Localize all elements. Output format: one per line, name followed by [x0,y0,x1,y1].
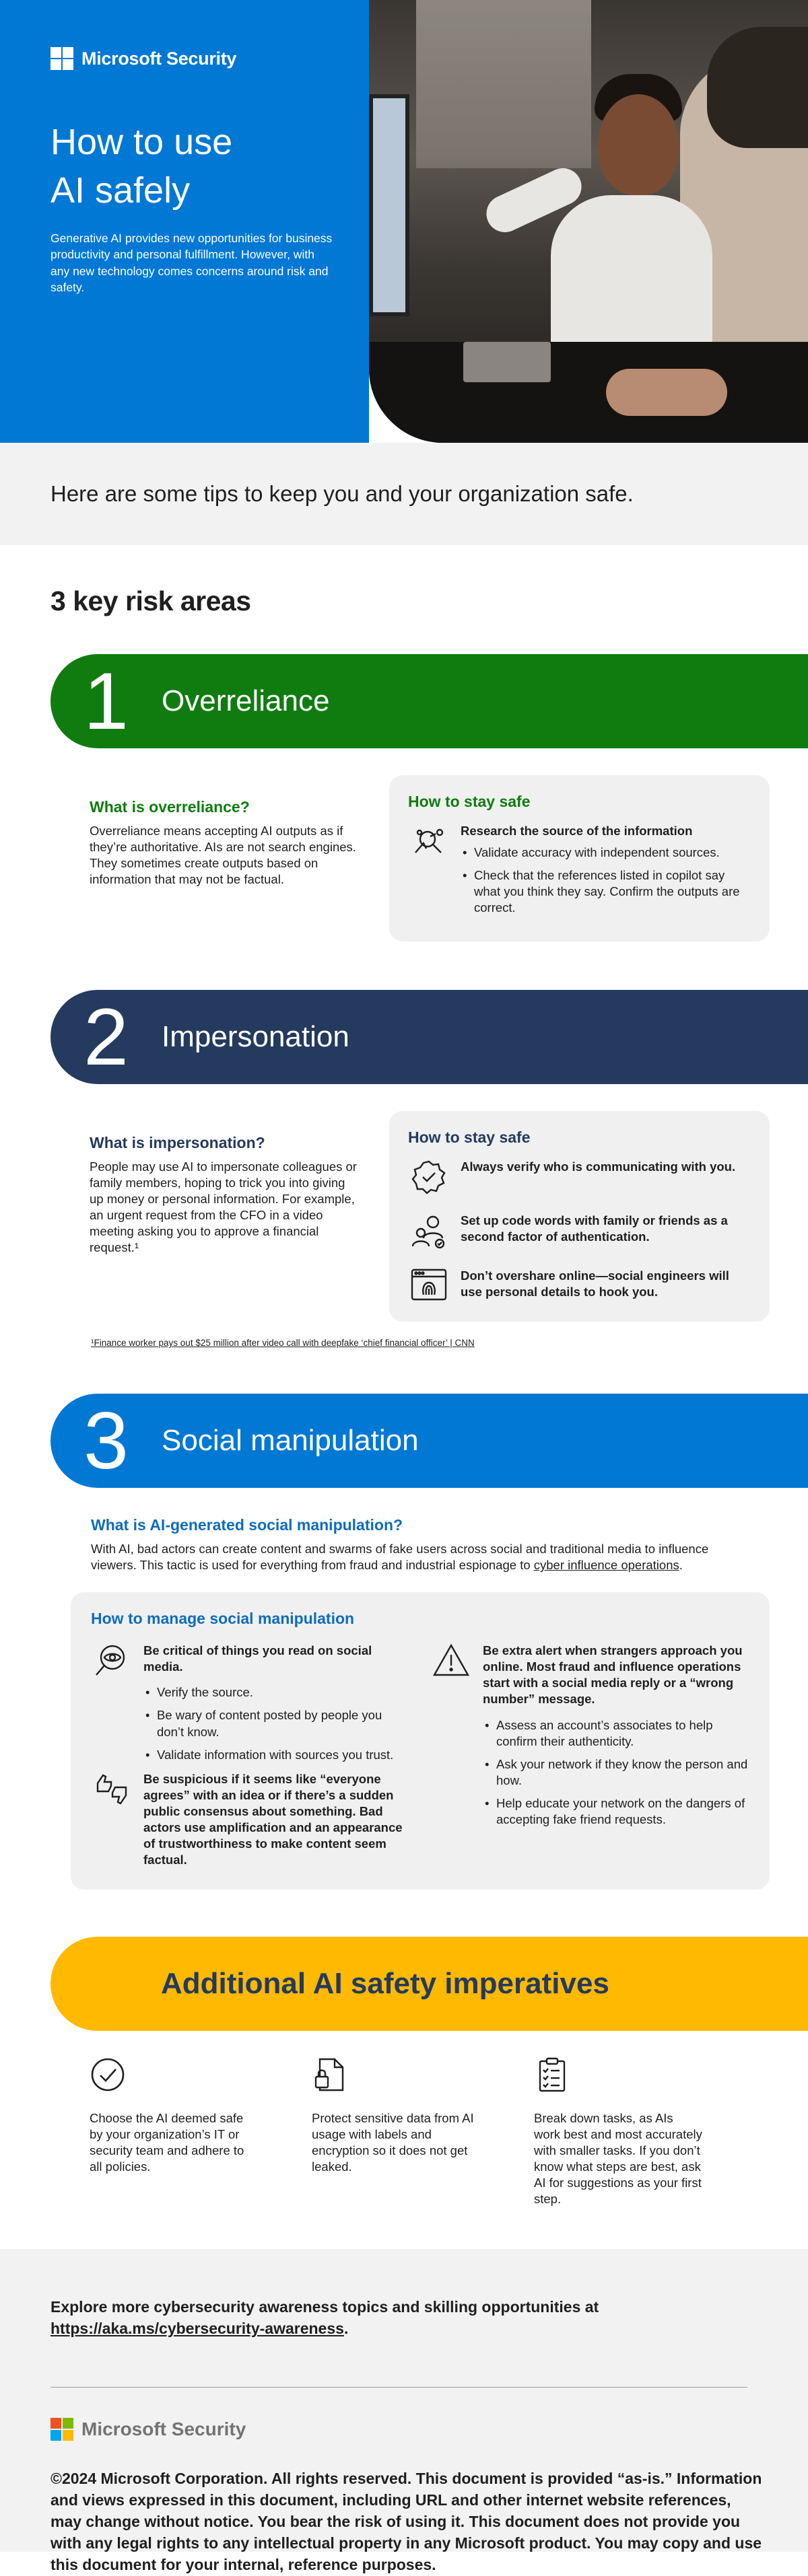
definition-heading: What is overreliance? [90,798,250,816]
tip-bullets [143,1684,410,1762]
tip-title: Be extra alert when strangers approach you online. Most fraud and influence operations start with a social media reply or a “wrong number” message. [483,1643,743,1707]
brand-name: Microsoft Security [81,48,237,69]
microsoft-logo-icon [50,47,73,70]
manage-columns [91,1639,749,1868]
footer-brand [50,2418,758,2441]
legal-text: ©2024 Microsoft Corporation. All rights reserved. This document is provided “as-is.” Information and views expressed in this document, including URL and other internet website references, may change without notice. You bear the risk of using it. This document does not provide you with any legal rights to any intellectual property in any Microsoft product. You may copy and use this document for your internal, reference purposes. [50,2469,762,2574]
tip-item [408,823,749,923]
tip-title: Be critical of things you read on social media. [143,1643,372,1674]
tip-item [91,1643,410,1769]
impersonation-definition [50,1111,362,1322]
tip-title: Research the source of the information [461,824,693,838]
eye-search-icon [91,1643,133,1679]
impersonation-band [50,990,808,1084]
definition-text-end: . [679,1558,683,1573]
social-manipulation-band [50,1394,808,1488]
hero [0,0,808,443]
definition-text [91,1541,758,1573]
bullet-item: • Ask your network if they know the person and how. [483,1756,749,1789]
stay-safe-heading: How to stay safe [408,793,531,810]
definition-text-part: With AI, bad actors can create content and swarms of fake users across social and traditional media to influence viewers. This tactic is used for everything from fraud and industrial espionage to [91,1542,709,1573]
microsoft-logo-icon [50,2418,73,2441]
overreliance-content [0,748,808,941]
tips-heading: Here are some tips to keep you and your organization safe. [50,481,634,506]
hero-photo [369,0,808,443]
imperative-item [312,2056,480,2207]
title-line-2: AI safely [50,170,191,211]
hero-panel [0,0,369,443]
section-title: Social manipulation [162,1424,419,1458]
bullet-item: • Help educate your network on the dangers of accepting fake friend requests. [483,1795,749,1828]
definition-text: Overreliance means accepting AI outputs as if they’re authoritative. AIs are not search engines. They sometimes create outputs based on information that may not be factual. [90,824,356,887]
definition-heading: What is AI-generated social manipulation? [91,1516,403,1534]
imperative-text: Break down tasks, as AIs work best and most accurately with smaller tasks. If you don’t know what steps are best, ask AI for suggestions as your first step. [534,2110,702,2207]
bullet-item: • Validate information with sources you trust. [143,1747,410,1763]
manage-column-left [91,1639,410,1868]
imperative-item [534,2056,702,2207]
bullet-item: • Assess an account’s associates to help confirm their authenticity. [483,1717,749,1750]
verified-badge-icon [408,1159,450,1195]
manage-column-right [430,1639,749,1868]
people-icon [408,1213,450,1250]
imperative-text: Protect sensitive data from AI usage with labels and encryption so it does not get leaked. [312,2110,474,2174]
bullet-item: • Be wary of content posted by people you don’t know. [143,1707,410,1740]
document-lock-icon [312,2056,480,2098]
additional-band [50,1937,808,2031]
explore-after: . [343,2320,349,2338]
research-icon [408,823,450,861]
imperatives-list [0,2031,808,2207]
brand-header [50,47,329,70]
browser-fingerprint-icon [408,1268,450,1303]
bullet-item: • Verify the source. [143,1684,410,1701]
bullet-item: • Validate accuracy with independent sources. [461,845,749,861]
key-risks-section [0,545,808,654]
social-definition [0,1488,808,1573]
section-title: Overreliance [162,684,330,717]
tip-text: Don’t overshare online—social engineers will use personal details to hook you. [461,1268,729,1299]
tip-bullets [461,845,749,916]
tip-text: Always verify who is communicating with you. [461,1159,736,1174]
section-title: Additional AI safety imperatives [161,1966,609,2000]
stay-safe-heading: How to stay safe [408,1129,531,1147]
overreliance-definition [50,775,362,941]
task-list-icon [534,2056,702,2098]
title-line-1: How to use [50,122,233,162]
page-title [50,118,329,215]
tip-item [430,1643,749,1834]
explore-text [50,2296,758,2339]
footer-brand-name: Microsoft Security [81,2418,246,2439]
additional-section [0,1890,808,2207]
tip-item [408,1213,749,1250]
divider [50,2387,747,2388]
stay-safe-card [389,1111,770,1322]
tip-text: Set up code words with family or friends as a second factor of authentication. [461,1213,728,1244]
tips-banner [0,443,808,545]
hero-description: Generative AI provides new opportunities for business productivity and personal fulfillment. However, with any new technology comes concerns around risk and safety. [50,231,333,295]
awareness-link[interactable]: https://aka.ms/cybersecurity-awareness [50,2320,344,2338]
bullet-item: • Check that the references listed in copilot say what you think they say. Confirm the outputs are correct. [461,867,749,916]
impersonation-content [0,1084,808,1322]
overreliance-band [50,654,808,748]
tip-item [91,1771,410,1868]
explore-footer [0,2249,808,2574]
section-number: 2 [83,992,129,1083]
tip-bullets [483,1717,749,1828]
checkmark-circle-icon [90,2056,258,2098]
section-number: 3 [83,1396,129,1487]
imperative-item [90,2056,258,2207]
tip-title: Be suspicious if it seems like “everyone agrees” with an idea or if there’s a sudden public consensus about something. Bad actors use amplification and an appearance of trustworthiness to make content seem factual. [143,1771,403,1867]
section-title: Impersonation [162,1020,349,1054]
explore-label: Explore more cybersecurity awareness topics and skilling opportunities at [50,2298,599,2316]
thumbs-up-down-icon [91,1771,133,1808]
imperative-text: Choose the AI deemed safe by your organization’s IT or security team and adhere to all policies. [90,2110,244,2174]
manage-social-card [71,1592,770,1890]
key-risks-title: 3 key risk areas [50,585,251,616]
footnote-link[interactable]: ¹Finance worker pays out $25 million after video call with deepfake ‘chief financial officer’ | CNN [91,1338,475,1349]
cyber-influence-link[interactable]: cyber influence operations [533,1558,679,1573]
stay-safe-card [389,775,770,941]
tip-item [408,1268,749,1303]
definition-text: People may use AI to impersonate colleagues or family members, hoping to trick you into giving up money or personal information. For example, an urgent request from the CFO in a video meeting asking you to approve a financial request.¹ [90,1159,357,1255]
tip-item [408,1159,749,1195]
warning-icon [430,1643,472,1678]
section-number: 1 [83,656,129,746]
definition-heading: What is impersonation? [90,1134,265,1152]
manage-heading: How to manage social manipulation [91,1610,355,1628]
